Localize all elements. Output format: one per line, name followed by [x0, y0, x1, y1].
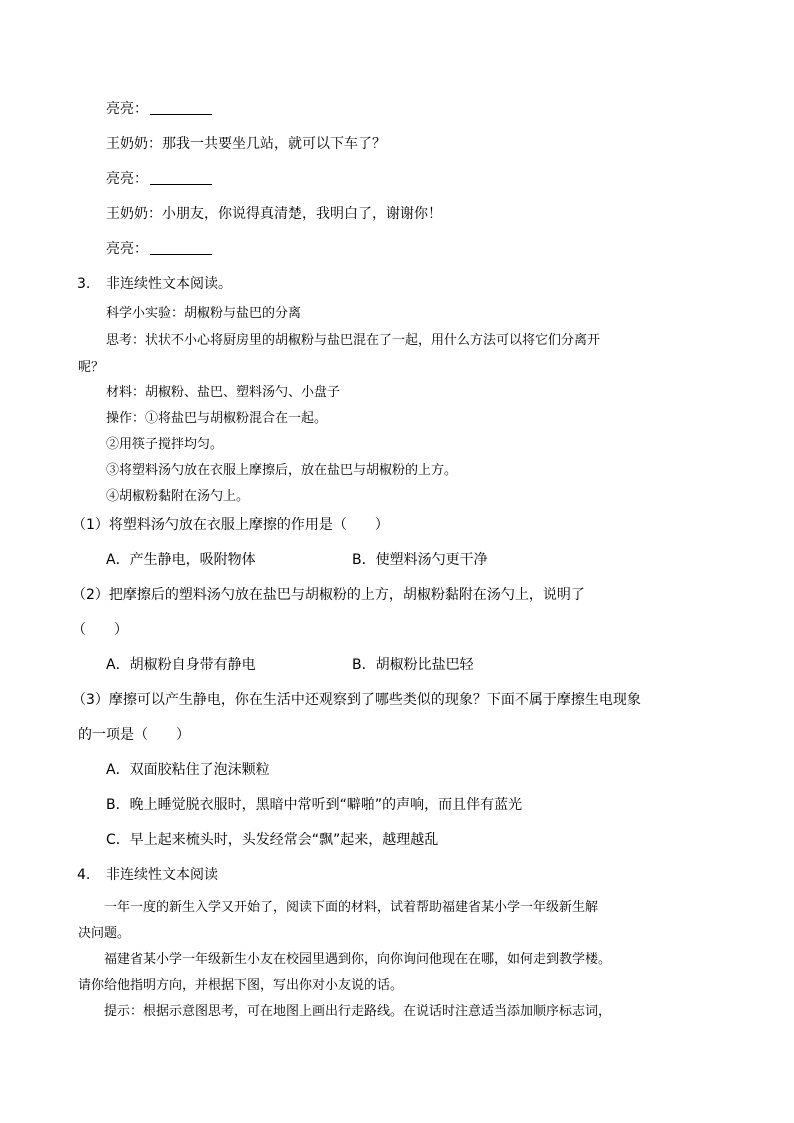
q3-title: 非连续性文本阅读。: [106, 276, 232, 292]
dialogue-line-1: [106, 100, 212, 118]
dialogue-line-4: 王奶奶：小朋友，你说得真清楚，我明白了，谢谢你！: [106, 206, 442, 222]
q3-number: 3.: [77, 276, 91, 292]
q3-sub1-question: （1）将塑料汤勺放在衣服上摩擦的作用是（ ）: [72, 517, 389, 533]
q3-sub3-option-c[interactable]: C．早上起来梳头时，头发经常会“飘”起来，越理越乱: [106, 832, 439, 848]
q3-sub2-option-a[interactable]: A．胡椒粉自身带有静电: [106, 657, 256, 673]
q3-step-3: ③将塑料汤勺放在衣服上摩擦后，放在盐巴与胡椒粉的上方。: [106, 463, 458, 478]
q4-para3-line1: 提示：根据示意图思考，可在地图上画出行走路线。在说话时注意适当添加顺序标志词，: [104, 1004, 612, 1019]
q3-step-1: 操作：①将盐巴与胡椒粉混合在一起。: [106, 411, 328, 426]
q3-materials: 材料：胡椒粉、盐巴、塑料汤勺、小盘子: [106, 385, 341, 400]
q4-para1-line1: 一年一度的新生入学又开始了，阅读下面的材料，试着帮助福建省某小学一年级新生解: [104, 900, 599, 915]
q3-experiment-title: 科学小实验：胡椒粉与盐巴的分离: [106, 306, 302, 321]
answer-blank[interactable]: [150, 100, 212, 115]
q3-sub2-question-2: （ ）: [72, 622, 128, 638]
q4-para2-line2: 请你给他指明方向，并根据下图，写出你对小友说的话。: [78, 978, 404, 993]
answer-blank[interactable]: [150, 170, 212, 185]
speaker-liangliang: 亮亮：: [106, 241, 148, 257]
q3-sub3-option-b[interactable]: B．晚上睡觉脱衣服时，黑暗中常听到“噼啪”的声响，而且伴有蓝光: [106, 797, 523, 813]
q3-sub2-question-1: （2）把摩擦后的塑料汤勺放在盐巴与胡椒粉的上方，胡椒粉黏附在汤勺上，说明了: [72, 587, 585, 603]
q3-sub3-question-2: 的一项是（ ）: [78, 727, 190, 743]
q4-title: 非连续性文本阅读: [106, 867, 218, 883]
q4-para1-line2: 决问题。: [78, 926, 131, 941]
dialogue-line-5: [106, 240, 212, 258]
q3-step-4: ④胡椒粉黏附在汤勺上。: [106, 489, 250, 504]
q3-sub1-option-a[interactable]: A．产生静电，吸附物体: [106, 552, 256, 568]
dialogue-line-2: 王奶奶：那我一共要坐几站，就可以下车了？: [106, 136, 386, 152]
q3-sub3-option-a[interactable]: A．双面胶粘住了泡沫颗粒: [106, 762, 270, 778]
speaker-liangliang: 亮亮：: [106, 101, 148, 117]
q4-number: 4.: [77, 867, 91, 883]
dialogue-line-3: [106, 170, 212, 188]
q3-sub3-question-1: （3）摩擦可以产生静电，你在生活中还观察到了哪些类似的现象？下面不属于摩擦生电现象: [72, 692, 641, 708]
speaker-liangliang: 亮亮：: [106, 171, 148, 187]
q3-step-2: ②用筷子搅拌均匀。: [106, 437, 224, 452]
q3-think-2: 呢？: [78, 360, 105, 375]
q3-sub1-option-b[interactable]: B．使塑料汤勺更干净: [352, 552, 488, 568]
q3-think-1: 思考：状状不小心将厨房里的胡椒粉与盐巴混在了一起，用什么方法可以将它们分离开: [106, 333, 601, 348]
answer-blank[interactable]: [150, 240, 212, 255]
q3-sub2-option-b[interactable]: B．胡椒粉比盐巴轻: [352, 657, 474, 673]
q4-para2-line1: 福建省某小学一年级新生小友在校园里遇到你，向你询问他现在在哪，如何走到教学楼。: [104, 952, 612, 967]
